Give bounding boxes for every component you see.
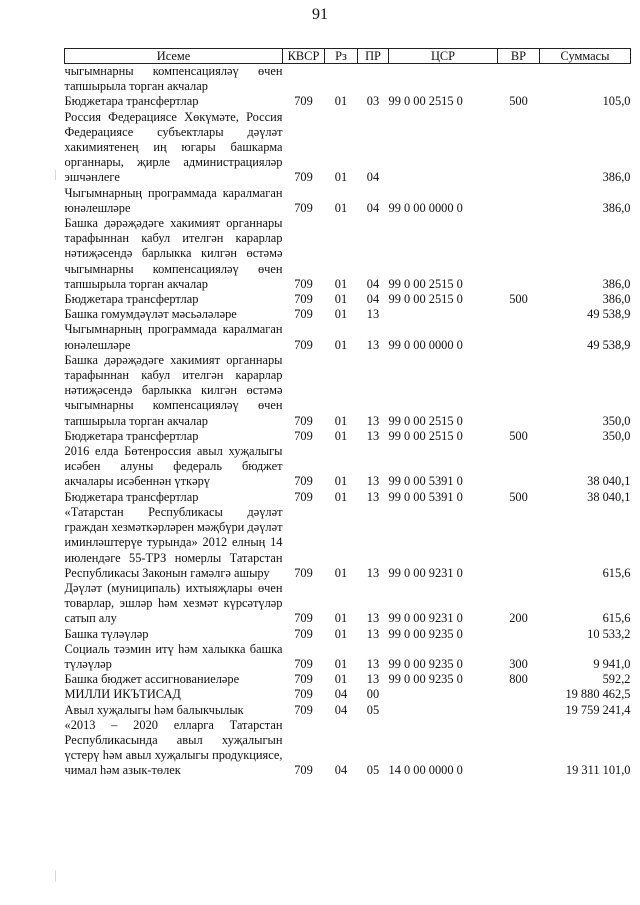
table-row — [65, 627, 631, 642]
table-row — [65, 307, 631, 322]
row-pr: 13 — [366, 611, 380, 626]
row-sum: 49 538,9 — [587, 307, 631, 322]
row-rz: 01 — [334, 489, 348, 504]
table-row — [65, 186, 631, 216]
row-pr: 13 — [366, 672, 380, 687]
row-csr: 99 0 00 5391 0 — [388, 489, 463, 504]
row-csr: 99 0 00 2515 0 — [388, 413, 463, 428]
row-rz — [325, 64, 358, 95]
row-csr: 99 0 00 2515 0 — [388, 292, 463, 307]
row-csr: 99 0 00 9235 0 — [388, 656, 463, 671]
row-pr: 13 — [366, 413, 380, 428]
row-pr: 04 — [366, 292, 380, 307]
table-row — [65, 322, 631, 352]
row-csr: 14 0 00 0000 0 — [388, 763, 463, 778]
row-vr: 200 — [509, 611, 528, 626]
row-csr: 99 0 00 2515 0 — [388, 94, 463, 109]
row-pr: 13 — [366, 656, 380, 671]
row-rz: 04 — [334, 763, 348, 778]
row-vr — [498, 687, 540, 702]
row-kvsr: 709 — [294, 702, 313, 717]
row-csr — [389, 110, 498, 186]
row-kvsr: 709 — [294, 763, 313, 778]
table-row — [65, 444, 631, 490]
row-vr — [498, 322, 540, 352]
table-row — [65, 672, 631, 687]
row-pr: 13 — [366, 565, 380, 580]
row-vr: 800 — [509, 672, 528, 687]
row-pr: 04 — [366, 200, 380, 215]
table-row — [65, 64, 631, 95]
row-rz: 01 — [334, 626, 348, 641]
row-name: Башка дәрәҗәдәге хакимият органнары тарафыннан кабул ителгән карарлар нәтиҗәсендә барлыкка килгән өстәмә чыгымнарны компенсацияләү өчен тапшырыла торган акчалар — [64, 352, 283, 428]
row-csr — [389, 687, 498, 702]
row-vr: 500 — [509, 94, 528, 109]
row-rz: 01 — [334, 292, 348, 307]
row-sum: 19 880 462,5 — [565, 687, 631, 702]
table-row — [65, 687, 631, 702]
row-name: Чыгымнарның программада каралмаган юнәлешләре — [64, 322, 283, 352]
table-row — [65, 94, 631, 109]
row-csr: 99 0 00 5391 0 — [388, 474, 463, 489]
row-kvsr: 709 — [294, 200, 313, 215]
row-kvsr: 709 — [294, 307, 313, 322]
row-sum: 615,6 — [602, 565, 631, 580]
row-name: Башка дәрәҗәдәге хакимият органнары тарафыннан кабул ителгән карарлар нәтиҗәсендә барлыкка килгән өстәмә чыгымнарны компенсацияләү өчен тапшырыла торган акчалар — [64, 216, 283, 291]
row-sum: 386,0 — [602, 200, 631, 215]
row-rz: 01 — [334, 170, 348, 185]
header-rz: Рз — [325, 49, 358, 64]
row-kvsr: 709 — [294, 428, 313, 443]
row-vr — [498, 307, 540, 322]
header-name: Исеме — [65, 49, 283, 64]
row-rz: 01 — [334, 276, 348, 291]
row-sum: 350,0 — [602, 428, 631, 443]
row-vr — [498, 216, 540, 292]
row-pr: 13 — [366, 626, 380, 641]
row-pr: 04 — [366, 170, 380, 185]
row-kvsr: 709 — [294, 170, 313, 185]
row-name: Чыгымнарның программада каралмаган юнәлешләре — [64, 185, 283, 215]
table-row — [65, 642, 631, 672]
row-rz: 04 — [334, 702, 348, 717]
table-row — [65, 292, 631, 307]
row-vr — [498, 64, 540, 95]
row-kvsr: 709 — [294, 489, 313, 504]
row-rz: 01 — [334, 565, 348, 580]
table-row — [65, 216, 631, 292]
row-sum — [540, 64, 631, 95]
row-vr: 300 — [509, 656, 528, 671]
scan-margin-mark — [55, 170, 56, 180]
row-name: 2016 елда Бөтенроссия авыл хуҗалыгы исәбен алуны федераль бюджет акчалары исәбеннән үткәрү — [64, 444, 283, 489]
table-row — [65, 110, 631, 186]
row-vr: 500 — [509, 292, 528, 307]
row-csr: 99 0 00 9235 0 — [388, 672, 463, 687]
row-vr — [498, 444, 540, 490]
row-kvsr: 709 — [294, 656, 313, 671]
row-sum: 19 759 241,4 — [565, 702, 631, 717]
row-sum: 38 040,1 — [587, 489, 631, 504]
row-name: Башка бюджет ассигнованиеләре — [64, 672, 240, 687]
row-sum: 615,6 — [602, 611, 631, 626]
row-csr — [389, 307, 498, 322]
row-kvsr: 709 — [294, 292, 313, 307]
row-name: Бюджетара трансфертлар — [64, 94, 199, 109]
row-name: Башка түләүләр — [64, 626, 149, 641]
row-kvsr: 709 — [294, 565, 313, 580]
row-rz: 01 — [334, 200, 348, 215]
table-row — [65, 353, 631, 429]
row-pr: 13 — [366, 489, 380, 504]
row-pr: 03 — [366, 94, 380, 109]
row-vr — [498, 703, 540, 718]
row-sum: 10 533,2 — [587, 626, 631, 641]
row-pr: 05 — [366, 702, 380, 717]
row-csr: 99 0 00 9235 0 — [388, 626, 463, 641]
row-kvsr: 709 — [294, 687, 313, 702]
row-sum: 386,0 — [602, 170, 631, 185]
header-vr: ВР — [498, 49, 540, 64]
table-header-row — [65, 49, 631, 64]
row-rz: 01 — [334, 337, 348, 352]
row-pr: 13 — [366, 337, 380, 352]
row-vr — [498, 718, 540, 779]
table-row — [65, 581, 631, 627]
row-csr: 99 0 00 2515 0 — [388, 276, 463, 291]
row-pr — [358, 64, 389, 95]
row-pr: 05 — [366, 763, 380, 778]
row-name: МИЛЛИ ИКЪТИСАД — [64, 687, 181, 702]
row-csr — [389, 703, 498, 718]
row-csr: 99 0 00 2515 0 — [388, 428, 463, 443]
row-sum: 49 538,9 — [587, 337, 631, 352]
row-sum: 592,2 — [602, 672, 631, 687]
row-sum: 386,0 — [602, 292, 631, 307]
row-kvsr: 709 — [294, 413, 313, 428]
row-rz: 01 — [334, 474, 348, 489]
header-pr: ПР — [358, 49, 389, 64]
row-name: Бюджетара трансфертлар — [64, 428, 199, 443]
row-csr: 99 0 00 0000 0 — [388, 337, 463, 352]
row-sum: 350,0 — [602, 413, 631, 428]
row-name: «2013 – 2020 елларга Татарстан Республикасында авыл хуҗалыгын үстерү һәм авыл хуҗалыгы продукциясе, чимал һәм азык-төлек — [64, 717, 283, 778]
table-row — [65, 429, 631, 444]
page-number: 91 — [312, 6, 328, 23]
row-pr: 13 — [366, 474, 380, 489]
row-kvsr: 709 — [294, 474, 313, 489]
row-kvsr: 709 — [294, 94, 313, 109]
row-vr: 500 — [509, 428, 528, 443]
row-rz: 01 — [334, 307, 348, 322]
row-vr: 500 — [509, 489, 528, 504]
row-sum: 38 040,1 — [587, 474, 631, 489]
row-name: «Татарстан Республикасы дәүләт граждан хезмәткәрләрен мәҗбүри дәүләт иминләштерүе турында» 2012 елның 14 июлендәге 55-ТРЗ номерлы Татарстан Республикасы Законын гамәлгә ашыру — [64, 504, 283, 580]
header-csr: ЦСР — [389, 49, 498, 64]
row-csr — [389, 64, 498, 95]
row-sum: 105,0 — [602, 94, 631, 109]
row-name: Россия Федерациясе Хөкүмәте, Россия Федерациясе субъектлары дәүләт хакимиятенең иң югары башкарма органнары, җирле администрацияләр эшчәнлеге — [64, 109, 283, 185]
row-rz: 04 — [334, 687, 348, 702]
table-row — [65, 718, 631, 779]
row-name: Дәүләт (муниципаль) ихтыяҗлары өчен товарлар, эшләр һәм хезмәт күрсәтүләр сатып алу — [64, 580, 283, 626]
row-rz: 01 — [334, 656, 348, 671]
row-rz: 01 — [334, 428, 348, 443]
row-vr — [498, 505, 540, 581]
header-sum: Суммасы — [540, 49, 631, 64]
row-sum: 386,0 — [602, 276, 631, 291]
table-row — [65, 703, 631, 718]
row-pr: 13 — [366, 428, 380, 443]
row-pr: 04 — [366, 276, 380, 291]
header-kvsr: КВСР — [283, 49, 325, 64]
row-vr — [498, 353, 540, 429]
row-kvsr: 709 — [294, 611, 313, 626]
row-sum: 9 941,0 — [593, 656, 631, 671]
row-csr: 99 0 00 9231 0 — [388, 611, 463, 626]
row-kvsr: 709 — [294, 276, 313, 291]
row-csr: 99 0 00 0000 0 — [388, 200, 463, 215]
table-row — [65, 490, 631, 505]
budget-table — [64, 48, 631, 779]
row-name: Бюджетара трансфертлар — [64, 292, 199, 307]
table-row — [65, 505, 631, 581]
row-rz: 01 — [334, 413, 348, 428]
row-name: Башка гомумдәүләт мәсьәләләре — [64, 307, 237, 322]
row-sum: 19 311 101,0 — [565, 763, 631, 778]
row-name: Бюджетара трансфертлар — [64, 489, 199, 504]
row-vr — [498, 627, 540, 642]
row-name: Социаль тәэмин итү һәм халыкка башка түләүләр — [64, 641, 283, 671]
row-pr: 13 — [366, 307, 380, 322]
row-kvsr: 709 — [294, 626, 313, 641]
row-csr: 99 0 00 9231 0 — [388, 565, 463, 580]
row-name: чыгымнарны компенсацияләү өчен тапшырыла торган акчалар — [64, 64, 283, 94]
row-vr — [498, 186, 540, 216]
row-kvsr: 709 — [294, 672, 313, 687]
row-pr: 00 — [366, 687, 380, 702]
row-vr — [498, 110, 540, 186]
row-kvsr — [283, 64, 325, 95]
row-rz: 01 — [334, 672, 348, 687]
scan-margin-mark — [55, 870, 56, 882]
row-rz: 01 — [334, 94, 348, 109]
row-name: Авыл хуҗалыгы һәм балыкчылык — [64, 702, 244, 717]
row-rz: 01 — [334, 611, 348, 626]
row-kvsr: 709 — [294, 337, 313, 352]
